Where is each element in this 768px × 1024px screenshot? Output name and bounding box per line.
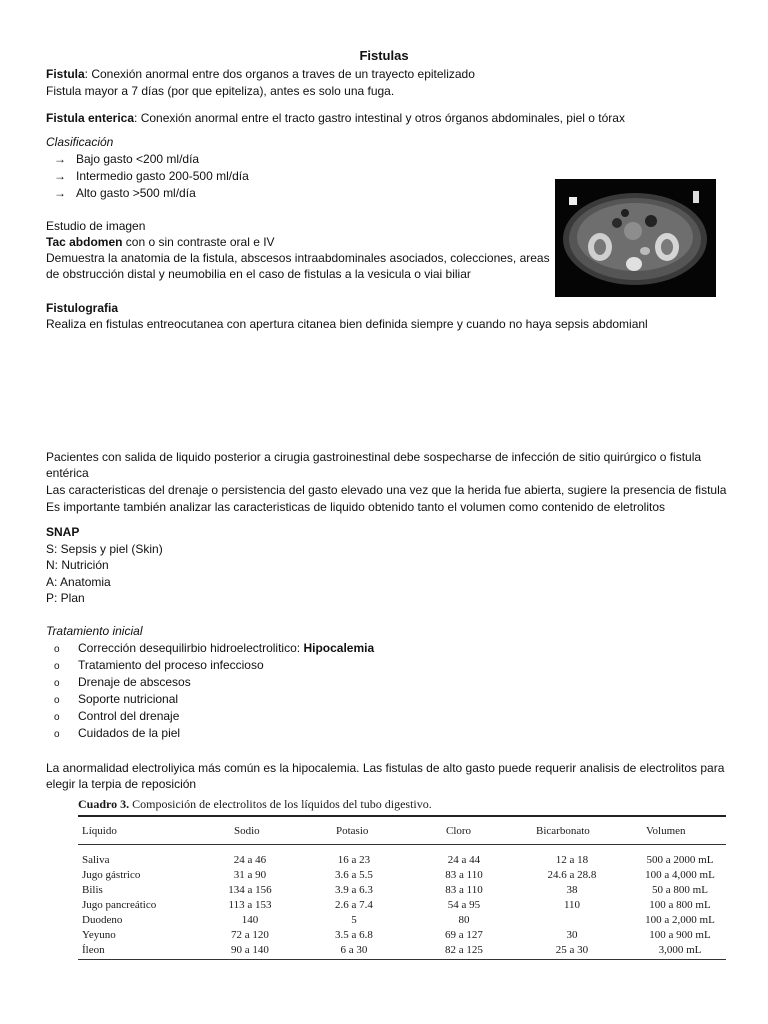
table-row-label: Jugo gástrico: [82, 869, 141, 881]
tratamiento-item: [54, 708, 179, 726]
tratamiento-item-text: Soporte nutricional: [78, 692, 179, 706]
table-header: Sodio: [234, 825, 260, 837]
snap-heading: SNAP: [46, 525, 80, 539]
table-row-label: Íleon: [82, 944, 105, 956]
tac-line: [46, 234, 275, 250]
snap-item: N: Nutrición: [46, 558, 109, 572]
fistula-enterica-text: : Conexión anormal entre el tracto gastro intestinal y otros órganos abdominales, piel o tórax: [134, 111, 625, 125]
table-cell: 5: [351, 914, 357, 926]
table-cell: 31 a 90: [233, 869, 267, 881]
tratamiento-item: [54, 691, 178, 709]
table-cell: 140: [241, 914, 259, 926]
table-cell: 24.6 a 28.8: [547, 869, 597, 881]
table-cell: 100 a 800 mL: [649, 899, 711, 911]
tratamiento-item-text: Control del drenaje: [78, 709, 180, 723]
table-cell: 83 a 110: [445, 869, 483, 881]
fistula-enterica-definition: [46, 110, 625, 126]
snap-item: A: Anatomia: [46, 575, 111, 589]
snap-item: S: Sepsis y piel (Skin): [46, 542, 163, 556]
table-row-label: Duodeno: [82, 914, 123, 926]
table-row-label: Yeyuno: [82, 929, 116, 941]
electrolitos-table: [78, 797, 728, 965]
table-cell: 54 a 95: [447, 899, 481, 911]
ct-scan-image: [555, 179, 716, 297]
table-bottom-rule: [78, 959, 726, 960]
pacientes-line: Es importante también analizar las caracteristicas de liquido obtenido tanto el volumen como contenido de eletrolitos: [46, 500, 666, 514]
table-header: Bicarbonato: [536, 825, 590, 837]
table-cell: 12 a 18: [555, 854, 589, 866]
tratamiento-item: [54, 640, 374, 658]
page-title: Fistulas: [359, 48, 409, 63]
tratamiento-item-text: Tratamiento del proceso infeccioso: [78, 658, 264, 672]
imagen-line: Demuestra la anatomia de la fistula, abscesos intraabdominales asociados, colecciones, areas: [46, 251, 550, 265]
table-cell: 16 a 23: [337, 854, 371, 866]
table-header-rule: [78, 844, 726, 845]
table-cell: 80: [458, 914, 470, 926]
clasificacion-item-text: Bajo gasto <200 ml/día: [76, 152, 200, 166]
table-cell: 72 a 120: [231, 929, 269, 941]
tac-text: con o sin contraste oral e IV: [122, 235, 275, 249]
table-cell: 3.9 a 6.3: [335, 884, 373, 896]
table-cell: 24 a 46: [233, 854, 267, 866]
pacientes-line: Las caracteristicas del drenaje o persistencia del gasto elevado una vez que la herida fue abierta, sugiere la presencia de fistula: [46, 483, 727, 497]
tratamiento-item-text: Drenaje de abscesos: [78, 675, 191, 689]
table-row-label: Bilis: [82, 884, 103, 896]
table-cell: 82 a 125: [445, 944, 483, 956]
table-cell: 100 a 4,000 mL: [645, 869, 715, 881]
table-cell: 30: [566, 929, 578, 941]
table-row-label: Saliva: [82, 854, 110, 866]
table-cell: 100 a 2,000 mL: [645, 914, 715, 926]
tratamiento-item: [54, 674, 191, 692]
clasificacion-heading: Clasificación: [46, 135, 114, 149]
table-cell: 113 a 153: [228, 899, 272, 911]
arrow-icon: →: [54, 169, 66, 183]
bullet-icon: o: [54, 661, 60, 672]
tratamiento-heading: Tratamiento inicial: [46, 624, 143, 638]
tratamiento-item-text: Cuidados de la piel: [78, 726, 181, 740]
table-caption-text: Composición de electrolitos de los líquidos del tubo digestivo.: [129, 797, 432, 811]
table-row-label: Jugo pancreático: [82, 899, 157, 911]
imagen-heading: Estudio de imagen: [46, 219, 146, 233]
anormalidad-line: elegir la terpia de reposición: [46, 777, 197, 791]
table-top-rule: [78, 815, 726, 817]
table-cell: 90 a 140: [231, 944, 269, 956]
table-caption: [78, 797, 432, 812]
table-header: Líquido: [82, 825, 117, 837]
table-cell: 50 a 800 mL: [652, 884, 708, 896]
anormalidad-line: La anormalidad electroliyica más común es la hipocalemia. Las fistulas de alto gasto puede requerir analisis de electrolitos para: [46, 761, 725, 775]
fistulografia-text: Realiza en fistulas entreocutanea con apertura citanea bien definida siempre y cuando no haya sepsis abdomianl: [46, 317, 648, 331]
fistula-enterica-term: Fistula enterica: [46, 111, 135, 125]
table-cell: 3,000 mL: [658, 944, 702, 956]
snap-item: P: Plan: [46, 591, 85, 605]
table-header: Volumen: [646, 825, 686, 837]
arrow-icon: →: [54, 186, 66, 200]
tratamiento-item: [54, 725, 180, 743]
pacientes-line: Pacientes con salida de liquido posterior a cirugia gastroinestinal debe sospecharse de infección de sitio quirúrgico o fistula: [46, 450, 702, 464]
table-cell: 69 a 127: [445, 929, 483, 941]
bullet-icon: o: [54, 712, 60, 723]
bullet-icon: o: [54, 695, 60, 706]
clasificacion-item: [54, 151, 199, 167]
table-cell: 38: [566, 884, 578, 896]
bullet-icon: o: [54, 729, 60, 740]
table-cell: 100 a 900 mL: [649, 929, 711, 941]
bullet-icon: o: [54, 644, 60, 655]
clasificacion-item: [54, 168, 249, 184]
fistula-duration: Fistula mayor a 7 días (por que epiteliza), antes es solo una fuga.: [46, 84, 395, 98]
table-cell: 24 a 44: [447, 854, 481, 866]
table-cell: 3.5 a 6.8: [335, 929, 373, 941]
table-header: Potasio: [336, 825, 369, 837]
hipocalemia-term: Hipocalemia: [303, 641, 375, 655]
table-cell: 2.6 a 7.4: [335, 899, 373, 911]
table-caption-label: Cuadro 3.: [78, 797, 130, 811]
arrow-icon: →: [54, 152, 66, 166]
clasificacion-item-text: Intermedio gasto 200-500 ml/día: [76, 169, 249, 183]
imagen-line: de obstrucción distal y neumobilia en el caso de fistulas a la vesicula o viai biliar: [46, 267, 471, 281]
pacientes-line: entérica: [46, 466, 89, 480]
table-cell: 110: [563, 899, 581, 911]
table-cell: 83 a 110: [445, 884, 483, 896]
table-cell: 500 a 2000 mL: [646, 854, 714, 866]
table-cell: 134 a 156: [228, 884, 272, 896]
table-cell: 25 a 30: [555, 944, 589, 956]
fistula-term: Fistula: [46, 67, 85, 81]
fistula-definition-text: : Conexión anormal entre dos organos a traves de un trayecto epitelizado: [84, 67, 475, 81]
tac-term: Tac abdomen: [46, 235, 123, 249]
fistulografia-heading: Fistulografia: [46, 301, 119, 315]
clasificacion-item: [54, 185, 196, 201]
bullet-icon: o: [54, 678, 60, 689]
table-header: Cloro: [446, 825, 472, 837]
tratamiento-item-text: Corrección desequilirbio hidroelectrolitico:: [78, 641, 304, 655]
tratamiento-item: [54, 657, 264, 675]
table-cell: 3.6 a 5.5: [335, 869, 373, 881]
fistula-definition: [46, 66, 475, 82]
clasificacion-item-text: Alto gasto >500 ml/día: [76, 186, 196, 200]
table-cell: 6 a 30: [340, 944, 368, 956]
